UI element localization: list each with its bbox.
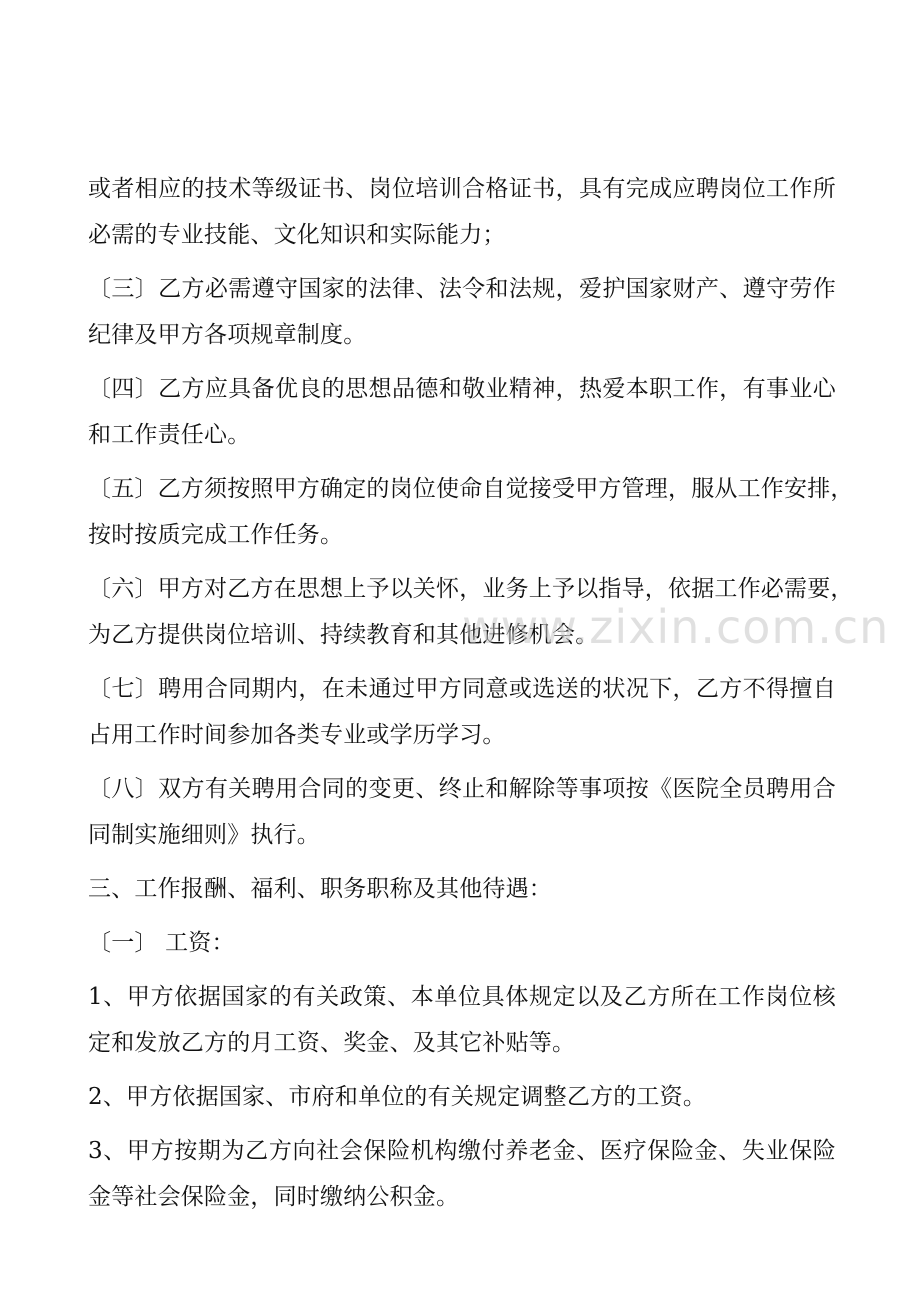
paragraph-qualification-continued (88, 166, 836, 258)
text-line: 为乙方提供岗位培训、持续教育和其他进修机会。 (88, 622, 599, 648)
text-line: 〔五〕乙方须按照甲方确定的岗位使命自觉接受甲方管理，服从工作安排， (88, 476, 854, 502)
text-line: 〔八〕双方有关聘用合同的变更、终止和解除等事项按《医院全员聘用合 (88, 776, 836, 802)
paragraph-salary-item-3 (88, 1128, 836, 1220)
paragraph-salary-item-2 (88, 1074, 836, 1120)
text-line: 〔六〕甲方对乙方在思想上予以关怀，业务上予以指导，依据工作必需要， (88, 576, 854, 602)
text-line: 〔七〕聘用合同期内，在未通过甲方同意或选送的状况下，乙方不得擅自 (88, 676, 836, 702)
paragraph-clause-3 (88, 266, 836, 358)
text-line: 2、甲方依据国家、市府和单位的有关规定调整乙方的工资。 (88, 1084, 707, 1110)
text-line: 占用工作时间参加各类专业或学历学习。 (88, 722, 506, 748)
text-line: 〔四〕乙方应具备优良的思想品德和敬业精神，热爱本职工作，有事业心 (88, 376, 836, 402)
text-line: 1、甲方依据国家的有关政策、本单位具体规定以及乙方所在工作岗位核 (88, 984, 836, 1010)
section-heading-compensation (88, 866, 836, 912)
document-body (88, 166, 854, 1220)
text-line: 金等社会保险金，同时缴纳公积金。 (88, 1184, 460, 1210)
text-line: 定和发放乙方的月工资、奖金、及其它补贴等。 (88, 1030, 576, 1056)
text-line: 纪律及甲方各项规章制度。 (88, 322, 367, 348)
paragraph-clause-7 (88, 666, 836, 758)
paragraph-clause-5 (88, 466, 854, 558)
subsection-heading: 〔一〕 工资： (88, 930, 235, 956)
subsection-heading-salary (88, 920, 836, 966)
text-line: 〔三〕乙方必需遵守国家的法律、法令和法规，爱护国家财产、遵守劳作 (88, 276, 836, 302)
text-line: 必需的专业技能、文化知识和实际能力； (88, 222, 506, 248)
text-line: 3、甲方按期为乙方向社会保险机构缴付养老金、医疗保险金、失业保险 (88, 1138, 836, 1164)
paragraph-clause-8 (88, 766, 836, 858)
text-line: 和工作责任心。 (88, 422, 251, 448)
paragraph-clause-4 (88, 366, 836, 458)
text-line: 同制实施细则》执行。 (88, 822, 320, 848)
section-heading: 三、工作报酬、福利、职务职称及其他待遇： (88, 876, 552, 902)
paragraph-clause-6 (88, 566, 854, 658)
watermark: www.zixin.com.cn (462, 600, 890, 654)
text-line: 或者相应的技术等级证书、岗位培训合格证书，具有完成应聘岗位工作所 (88, 176, 836, 202)
paragraph-salary-item-1 (88, 974, 836, 1066)
text-line: 按时按质完成工作任务。 (88, 522, 344, 548)
